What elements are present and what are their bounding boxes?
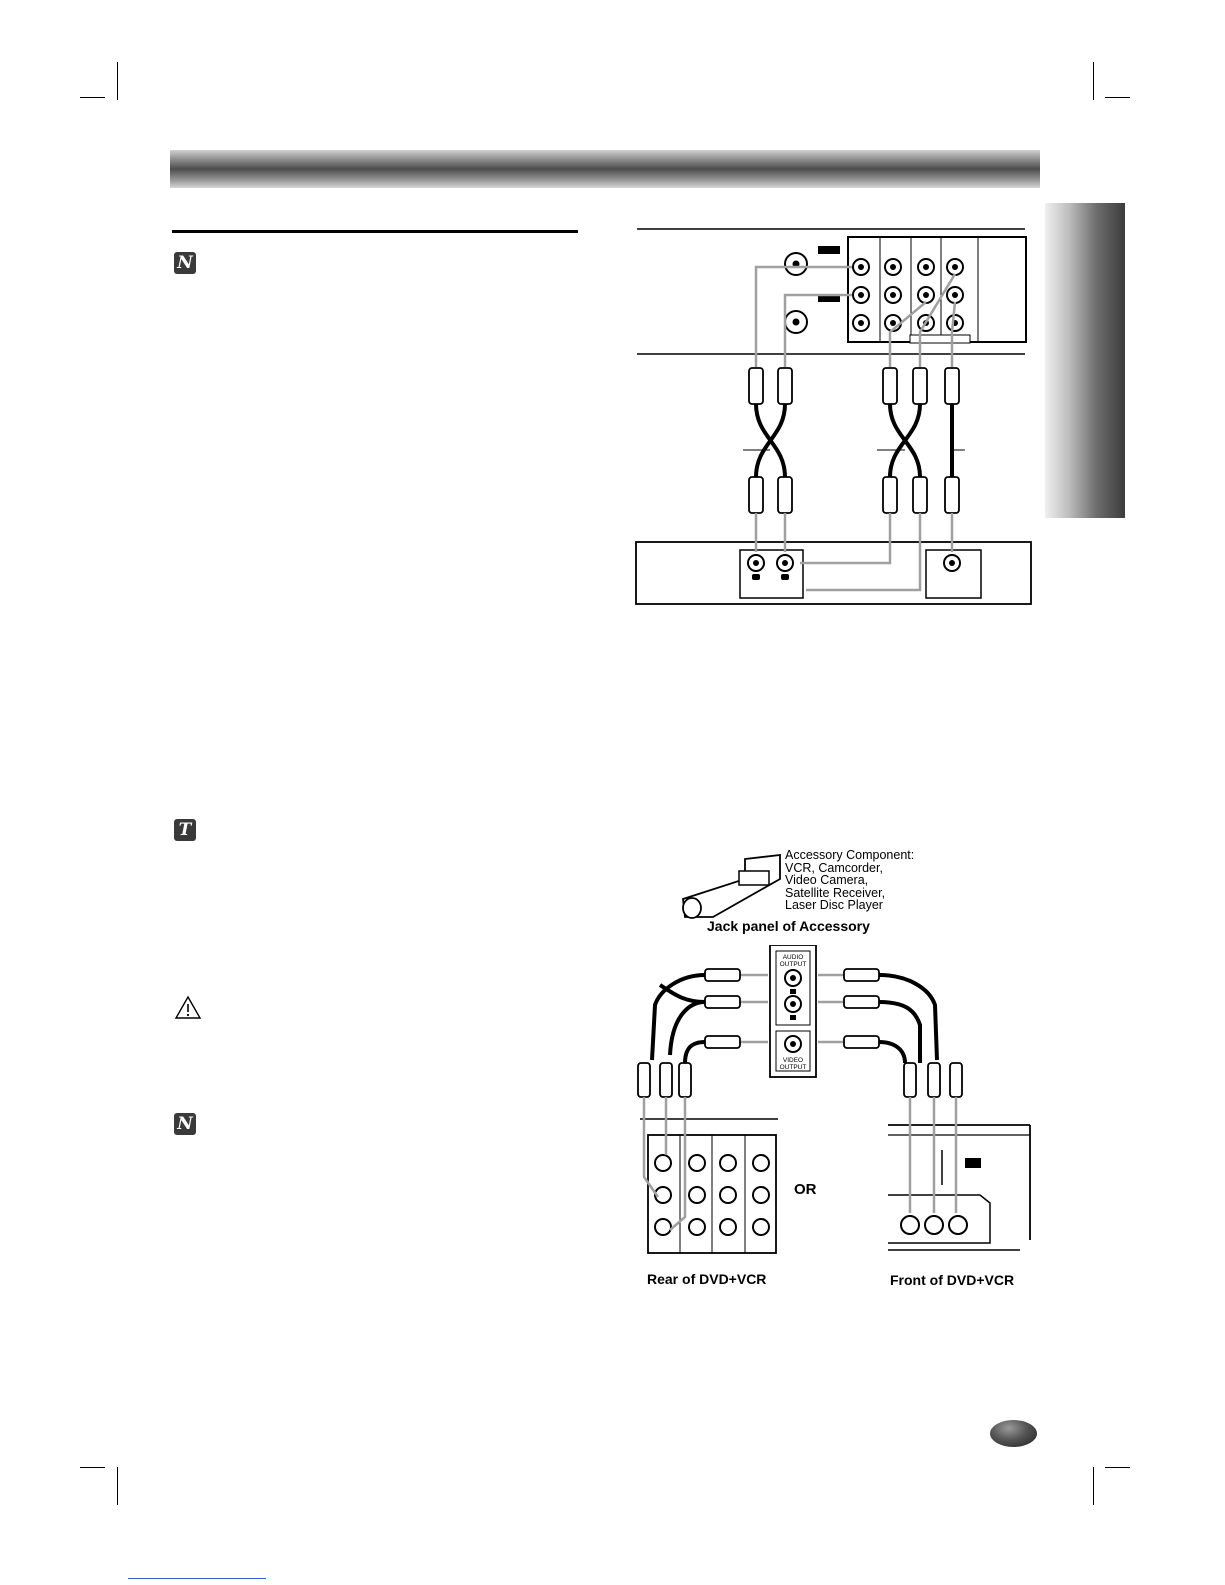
accessory-description-line: VCR, Camcorder, <box>785 860 883 875</box>
note-icon-label: N <box>177 253 193 273</box>
link-underline <box>128 1578 266 1579</box>
crop-mark <box>1105 97 1130 98</box>
crop-mark <box>1105 1467 1130 1468</box>
crop-mark <box>117 1467 118 1505</box>
rear-label: Rear of DVD+VCR <box>647 1271 767 1287</box>
top-connection-diagram <box>630 222 1035 610</box>
bottom-connection-diagram <box>630 945 1035 1265</box>
crop-mark <box>1093 1467 1094 1505</box>
section-header-bar <box>170 150 1040 188</box>
chapter-side-tab <box>1045 203 1125 518</box>
tip-icon <box>174 819 196 841</box>
tip-icon-label: T <box>178 820 192 840</box>
video-output-label: VIDEO <box>782 1057 804 1064</box>
video-output-label: OUTPUT <box>779 1064 807 1071</box>
audio-output-label: AUDIO <box>782 954 804 961</box>
accessory-description-line: Video Camera, <box>785 873 869 887</box>
accessory-description-line: Laser Disc Player <box>785 898 883 912</box>
jack-panel-label: Jack panel of Accessory <box>707 918 870 934</box>
note-icon <box>174 252 196 274</box>
accessory-description <box>785 849 914 912</box>
audio-output-label: OUTPUT <box>779 961 807 968</box>
accessory-jack-panel-illustration <box>675 851 785 923</box>
or-label: OR <box>794 1181 817 1198</box>
heading-rule <box>172 230 578 233</box>
page-number-badge <box>990 1420 1037 1447</box>
accessory-description-line: Satellite Receiver, <box>785 885 886 900</box>
note-icon <box>174 1113 196 1135</box>
crop-mark <box>1093 62 1094 100</box>
caution-icon <box>174 995 202 1020</box>
accessory-description-line: Accessory Component: <box>785 848 915 862</box>
crop-mark <box>80 1467 105 1468</box>
crop-mark <box>117 62 118 100</box>
front-label: Front of DVD+VCR <box>890 1272 1015 1288</box>
note-icon-label: N <box>177 1114 193 1134</box>
crop-mark <box>80 97 105 98</box>
